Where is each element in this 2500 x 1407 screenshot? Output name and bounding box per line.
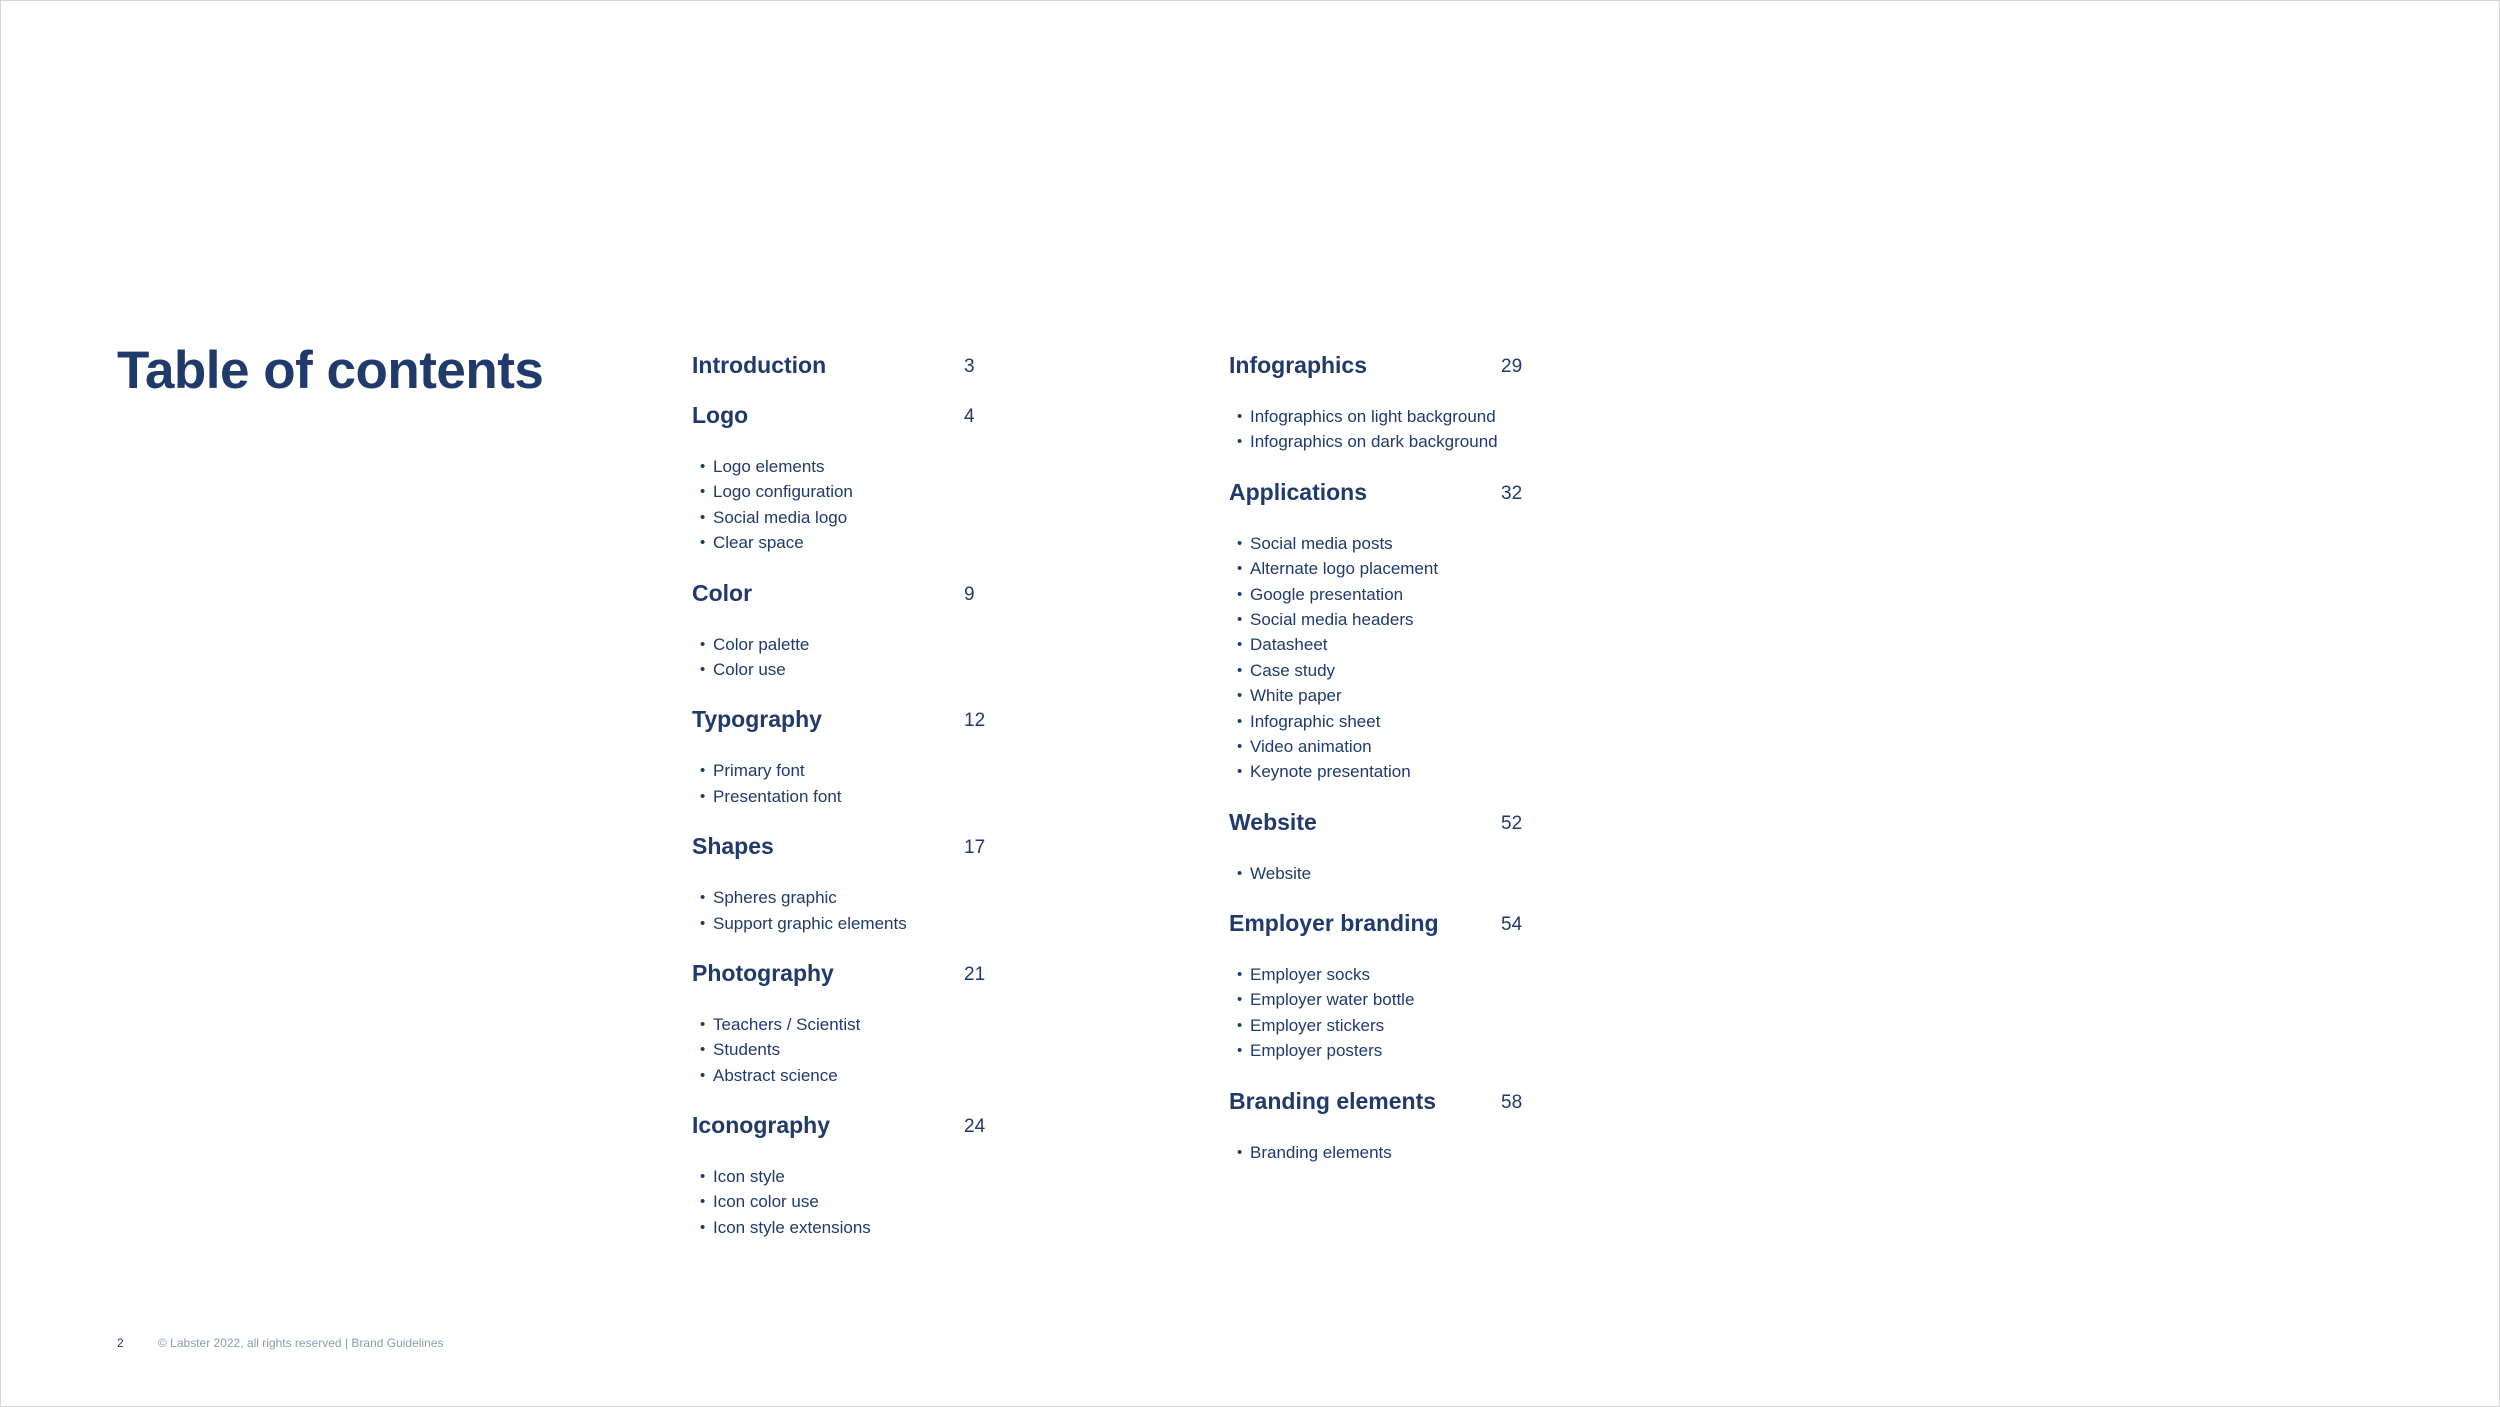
toc-section-page-number: 54: [1501, 914, 1523, 936]
toc-section-header[interactable]: [692, 402, 1012, 432]
toc-subsection-list: [692, 736, 1012, 809]
toc-section-title[interactable]: Branding elements: [1229, 1087, 1437, 1114]
toc-subsection-item[interactable]: • Employer posters: [1229, 1038, 1549, 1063]
toc-subsection-item[interactable]: • Logo elements: [692, 454, 1012, 479]
toc-subsection-list: [692, 610, 1012, 683]
toc-subsection-item[interactable]: • Branding elements: [1229, 1140, 1549, 1165]
toc-section-header[interactable]: [692, 960, 1012, 990]
toc-section-header[interactable]: [692, 580, 1012, 610]
toc-section-header[interactable]: [692, 352, 1012, 382]
toc-subsection-list: [1229, 940, 1549, 1064]
footer-page-number: 2: [117, 1336, 124, 1350]
toc-subsection-item[interactable]: • Logo configuration: [692, 479, 1012, 504]
toc-subsection-item[interactable]: • Infographic sheet: [1229, 709, 1549, 734]
toc-subsection-item[interactable]: • Clear space: [692, 530, 1012, 555]
toc-section: [692, 706, 1012, 809]
toc-section-header[interactable]: [1229, 352, 1549, 382]
toc-subsection-item[interactable]: • Color use: [692, 657, 1012, 682]
toc-subsection-item[interactable]: • Social media posts: [1229, 531, 1549, 556]
toc-section-header[interactable]: [692, 833, 1012, 863]
toc-subsection-item[interactable]: • Employer water bottle: [1229, 987, 1549, 1012]
toc-section-header[interactable]: [1229, 910, 1549, 940]
toc-subsection-item[interactable]: • Google presentation: [1229, 582, 1549, 607]
toc-subsection-list: [692, 1142, 1012, 1240]
toc-section: [1229, 479, 1549, 785]
toc-subsection-list: [1229, 839, 1549, 886]
toc-section-page-number: 24: [964, 1116, 986, 1138]
toc-section: [1229, 352, 1549, 455]
toc-subsection-item[interactable]: • Employer stickers: [1229, 1013, 1549, 1038]
toc-section-page-number: 12: [964, 710, 986, 732]
toc-section-title[interactable]: Iconography: [692, 1112, 831, 1139]
toc-section-title[interactable]: Employer branding: [1229, 910, 1439, 937]
toc-subsection-item[interactable]: • Keynote presentation: [1229, 759, 1549, 784]
toc-section-title[interactable]: Color: [692, 579, 753, 606]
toc-subsection-list: [692, 990, 1012, 1088]
toc-subsection-item[interactable]: • Alternate logo placement: [1229, 556, 1549, 581]
toc-subsection-item[interactable]: • Case study: [1229, 658, 1549, 683]
toc-column-right: [1229, 352, 1549, 1189]
toc-section-header[interactable]: [692, 1112, 1012, 1142]
toc-subsection-list: [1229, 382, 1549, 455]
toc-subsection-item[interactable]: • Students: [692, 1037, 1012, 1062]
toc-subsection-item[interactable]: • Social media headers: [1229, 607, 1549, 632]
toc-section-title[interactable]: Shapes: [692, 833, 774, 860]
toc-subsection-list: [692, 432, 1012, 556]
toc-section: [692, 833, 1012, 936]
toc-section-title[interactable]: Website: [1229, 808, 1317, 835]
toc-section-title[interactable]: Introduction: [692, 352, 827, 378]
toc-section: [1229, 809, 1549, 886]
toc-subsection-item[interactable]: • White paper: [1229, 683, 1549, 708]
toc-section-page-number: 52: [1501, 812, 1523, 834]
toc-subsection-item[interactable]: • Employer socks: [1229, 962, 1549, 987]
toc-subsection-item[interactable]: • Color palette: [692, 632, 1012, 657]
toc-subsection-item[interactable]: • Infographics on light background: [1229, 404, 1549, 429]
toc-subsection-list: [692, 863, 1012, 936]
toc-section-page-number: 29: [1501, 356, 1523, 377]
toc-subsection-item[interactable]: • Website: [1229, 861, 1549, 886]
toc-subsection-item[interactable]: • Video animation: [1229, 734, 1549, 759]
toc-section-page-number: 32: [1501, 482, 1523, 504]
toc-section-header[interactable]: [1229, 479, 1549, 509]
toc-section: [692, 960, 1012, 1088]
footer-copyright: © Labster 2022, all rights reserved | Brand Guidelines: [158, 1336, 444, 1350]
toc-subsection-list: [1229, 1118, 1549, 1165]
toc-subsection-item[interactable]: • Spheres graphic: [692, 885, 1012, 910]
toc-section-title[interactable]: Applications: [1229, 478, 1368, 505]
toc-section-page-number: 21: [964, 963, 986, 985]
toc-section-page-number: 58: [1501, 1091, 1523, 1113]
toc-subsection-list: [1229, 509, 1549, 785]
toc-subsection-item[interactable]: • Icon style: [692, 1164, 1012, 1189]
toc-section: [692, 1112, 1012, 1240]
toc-subsection-item[interactable]: • Datasheet: [1229, 632, 1549, 657]
toc-section: [692, 352, 1012, 382]
toc-subsection-item[interactable]: • Icon style extensions: [692, 1215, 1012, 1240]
toc-section-title[interactable]: Logo: [692, 402, 749, 428]
toc-section-header[interactable]: [1229, 1088, 1549, 1118]
toc-section-title[interactable]: Infographics: [1229, 352, 1368, 378]
toc-subsection-item[interactable]: • Support graphic elements: [692, 911, 1012, 936]
toc-subsection-item[interactable]: • Teachers / Scientist: [692, 1012, 1012, 1037]
toc-section: [1229, 1088, 1549, 1165]
page-title: Table of contents: [117, 341, 544, 400]
toc-subsection-item[interactable]: • Infographics on dark background: [1229, 429, 1549, 454]
toc-column-left: [692, 352, 1012, 1264]
toc-section-header[interactable]: [1229, 809, 1549, 839]
toc-section: [692, 402, 1012, 556]
toc-section-title[interactable]: Photography: [692, 959, 834, 986]
toc-section: [1229, 910, 1549, 1064]
toc-section-title[interactable]: Typography: [692, 706, 822, 733]
toc-section: [692, 580, 1012, 683]
toc-subsection-item[interactable]: • Primary font: [692, 758, 1012, 783]
toc-section-page-number: 3: [964, 356, 975, 377]
toc-subsection-item[interactable]: • Presentation font: [692, 784, 1012, 809]
footer: [117, 1336, 443, 1350]
toc-subsection-item[interactable]: • Social media logo: [692, 505, 1012, 530]
toc-section-page-number: 4: [964, 406, 975, 427]
toc-subsection-item[interactable]: • Abstract science: [692, 1063, 1012, 1088]
toc-subsection-item[interactable]: • Icon color use: [692, 1189, 1012, 1214]
toc-section-page-number: 9: [964, 583, 975, 605]
toc-section-page-number: 17: [964, 837, 986, 859]
toc-section-header[interactable]: [692, 706, 1012, 736]
